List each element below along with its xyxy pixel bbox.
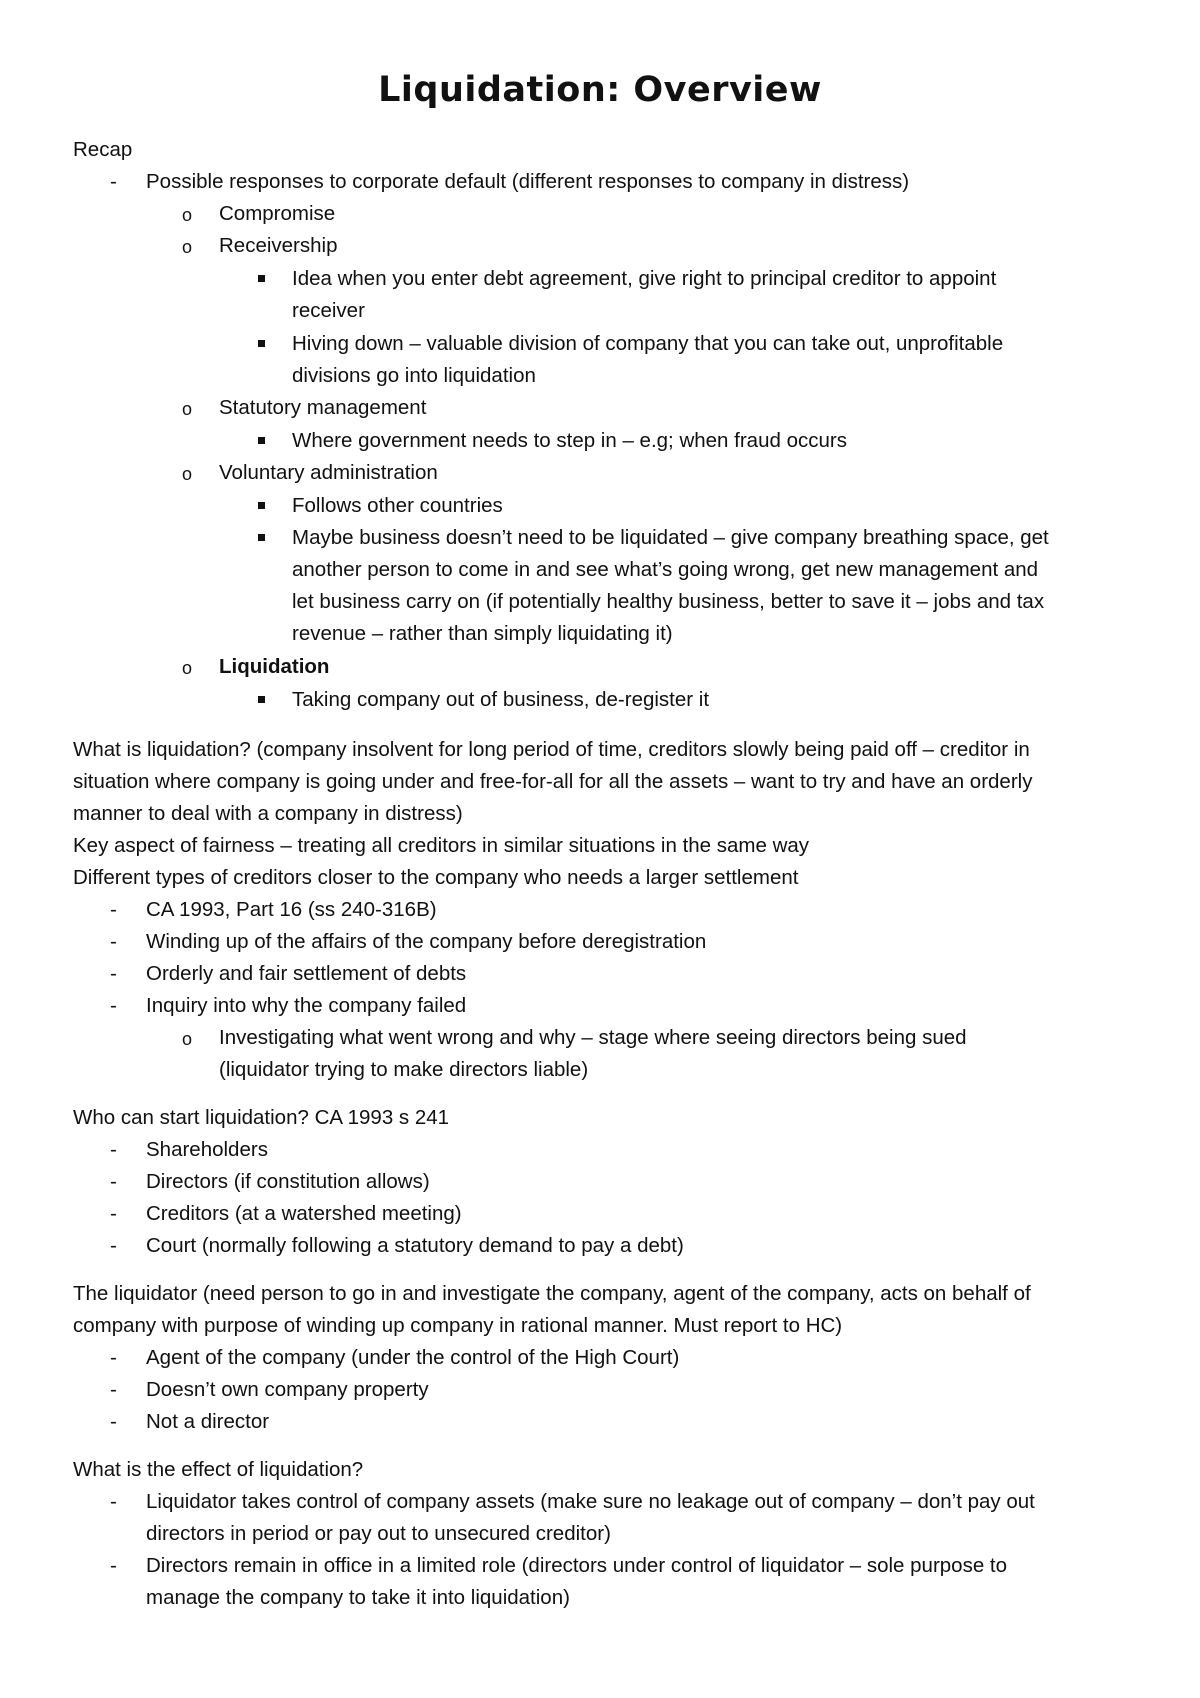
list-item: Shareholders [146, 1138, 268, 1161]
circle-bullet: o [182, 658, 193, 678]
square-bullet [258, 437, 265, 444]
list-item: Directors remain in office in a limited role (directors under control of liquidator – sole purpose to [146, 1554, 1008, 1577]
list-item: CA 1993, Part 16 (ss 240-316B) [146, 898, 437, 921]
list-item: Doesn’t own company property [146, 1378, 429, 1401]
list-item: Voluntary administration [219, 461, 438, 484]
dash-bullet: - [110, 1346, 117, 1369]
list-item: Agent of the company (under the control of the High Court) [146, 1346, 680, 1369]
list-item-continuation: another person to come in and see what’s going wrong, get new management and [292, 558, 1039, 581]
section-heading: What is the effect of liquidation? [73, 1458, 364, 1481]
list-item: Idea when you enter debt agreement, give right to principal creditor to appoint [292, 267, 997, 290]
dash-bullet: - [110, 962, 117, 985]
square-bullet [258, 340, 265, 347]
list-item-continuation: divisions go into liquidation [292, 364, 536, 387]
circle-bullet: o [182, 464, 193, 484]
list-item: Winding up of the affairs of the company before deregistration [146, 930, 707, 953]
list-item: Orderly and fair settlement of debts [146, 962, 467, 985]
dash-bullet: - [110, 1410, 117, 1433]
list-item: Maybe business doesn’t need to be liquidated – give company breathing space, get [292, 526, 1049, 549]
list-item: Taking company out of business, de-register it [292, 688, 710, 711]
square-bullet [258, 275, 265, 282]
list-item: Liquidation [219, 655, 330, 678]
paragraph-line: situation where company is going under and free-for-all for all the assets – want to try and have an orderly [73, 770, 1033, 793]
list-item: Statutory management [219, 396, 427, 419]
dash-bullet: - [110, 1378, 117, 1401]
paragraph-line: The liquidator (need person to go in and investigate the company, agent of the company, acts on behalf of [73, 1282, 1031, 1305]
dash-bullet: - [110, 1170, 117, 1193]
paragraph-line: manner to deal with a company in distress) [73, 802, 463, 825]
list-item: Inquiry into why the company failed [146, 994, 467, 1017]
dash-bullet: - [110, 930, 117, 953]
list-item: Directors (if constitution allows) [146, 1170, 430, 1193]
dash-bullet: - [110, 1202, 117, 1225]
list-item: Where government needs to step in – e.g; when fraud occurs [292, 429, 847, 452]
section-heading: Who can start liquidation? CA 1993 s 241 [73, 1106, 450, 1129]
list-item: Follows other countries [292, 494, 503, 517]
circle-bullet: o [182, 237, 193, 257]
list-item: Investigating what went wrong and why – stage where seeing directors being sued [219, 1026, 967, 1049]
circle-bullet: o [182, 205, 193, 225]
recap-heading: Recap [73, 138, 133, 161]
list-item: Possible responses to corporate default (different responses to company in distress) [146, 170, 910, 193]
list-item: Liquidator takes control of company assets (make sure no leakage out of company – don’t pay out [146, 1490, 1035, 1513]
paragraph-line: Key aspect of fairness – treating all creditors in similar situations in the same way [73, 834, 810, 857]
list-item: Hiving down – valuable division of company that you can take out, unprofitable [292, 332, 1004, 355]
list-item-continuation: revenue – rather than simply liquidating it) [292, 622, 673, 645]
dash-bullet: - [110, 994, 117, 1017]
paragraph-line: Different types of creditors closer to the company who needs a larger settlement [73, 866, 799, 889]
list-item: Not a director [146, 1410, 270, 1433]
square-bullet [258, 696, 265, 703]
circle-bullet: o [182, 1029, 193, 1049]
dash-bullet: - [110, 1554, 117, 1577]
dash-bullet: - [110, 170, 117, 193]
square-bullet [258, 534, 265, 541]
list-item-continuation: receiver [292, 299, 365, 322]
list-item: Court (normally following a statutory demand to pay a debt) [146, 1234, 684, 1257]
list-item-continuation: (liquidator trying to make directors liable) [219, 1058, 589, 1081]
dash-bullet: - [110, 1490, 117, 1513]
list-item-continuation: directors in period or pay out to unsecured creditor) [146, 1522, 611, 1545]
list-item: Creditors (at a watershed meeting) [146, 1202, 462, 1225]
square-bullet [258, 502, 265, 509]
paragraph-line: company with purpose of winding up company in rational manner. Must report to HC) [73, 1314, 843, 1337]
list-item-continuation: manage the company to take it into liquidation) [146, 1586, 570, 1609]
list-item: Compromise [219, 202, 336, 225]
dash-bullet: - [110, 1138, 117, 1161]
paragraph-line: What is liquidation? (company insolvent for long period of time, creditors slowly being paid off – creditor in [73, 738, 1030, 761]
list-item-continuation: let business carry on (if potentially healthy business, better to save it – jobs and tax [292, 590, 1045, 613]
list-item: Receivership [219, 234, 338, 257]
dash-bullet: - [110, 898, 117, 921]
circle-bullet: o [182, 399, 193, 419]
page-title: Liquidation: Overview [378, 70, 822, 110]
dash-bullet: - [110, 1234, 117, 1257]
